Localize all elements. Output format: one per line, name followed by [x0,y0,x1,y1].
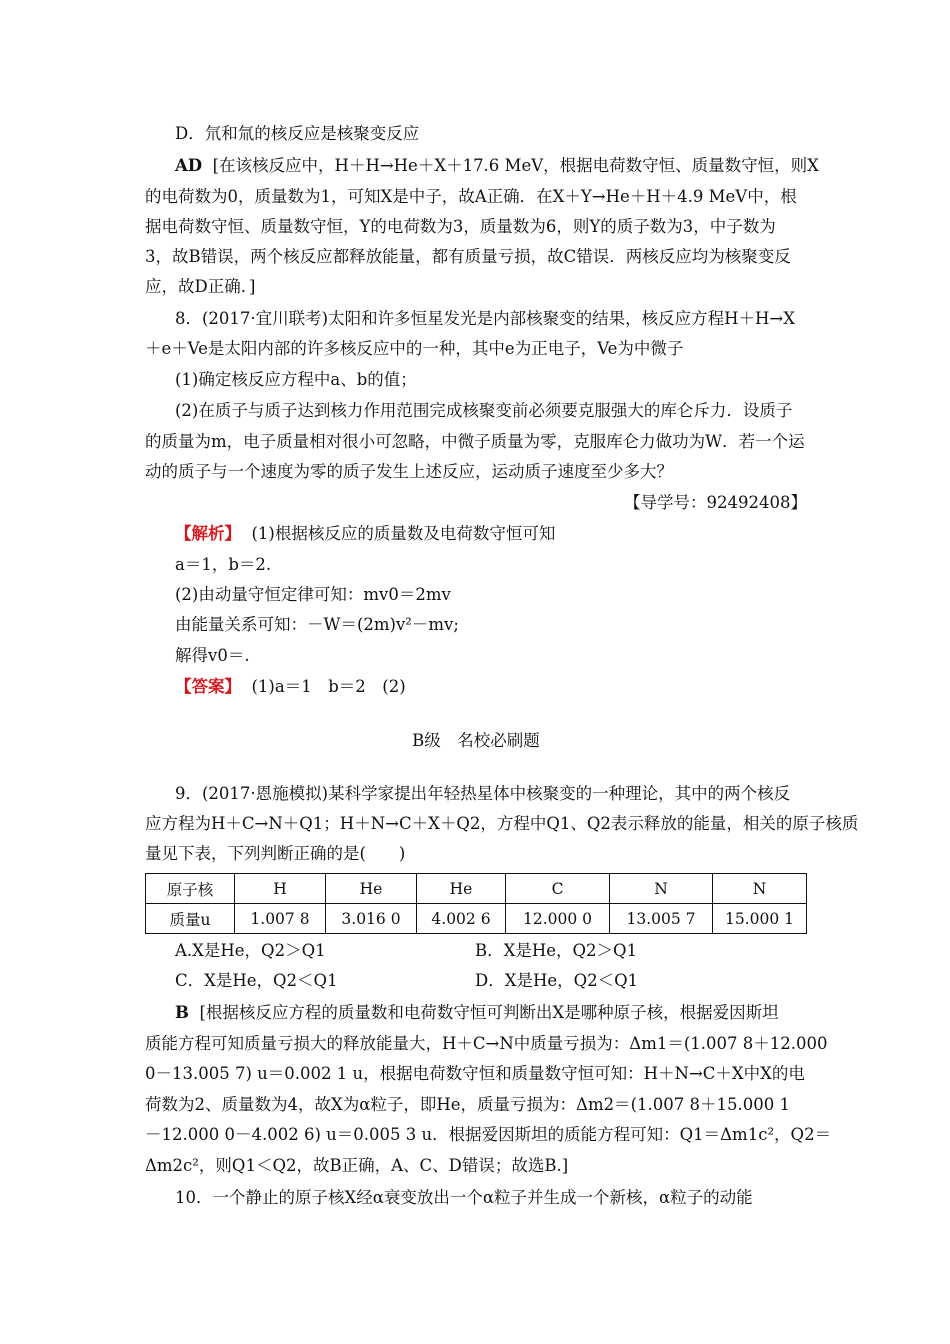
q8-analysis-line-5: 解得v0＝. [175,646,250,665]
table-cell: 4.002 6 [417,904,506,934]
table-row [146,904,807,934]
q9-option-d: D．X是He，Q2＜Q1 [475,971,639,990]
q8-stem-line-2: ＋e＋Ve是太阳内部的许多核反应中的一种，其中e为正电子，Ve为中微子 [145,339,684,358]
q8-analysis-line-4: 由能量关系可知：－W＝(2m)v²－mv; [175,615,459,634]
q8-part-1: (1)确定核反应方程中a、b的值； [175,370,417,389]
q8-answer-line [175,676,807,698]
table-cell: 15.000 1 [713,904,807,934]
q7-answer-key: AD [175,156,203,175]
answer-label: 【答案】 [175,677,241,696]
q9-explanation-line-5: －12.000 0－4.002 6) u＝0.005 3 u．根据爱因斯坦的质能方程可知：Q1＝Δm1c²，Q2＝ [145,1125,832,1144]
q10-stem-line-1: 10．一个静止的原子核X经α衰变放出一个α粒子并生成一个新核，α粒子的动能 [175,1188,753,1207]
q9-explanation-line-6: Δm2c²，则Q1＜Q2，故B正确，A、C、D错误；故选B.] [145,1156,569,1175]
q8-analysis-line-3: (2)由动量守恒定律可知：mv0＝2mv [175,585,451,604]
q8-part-2-line-3: 动的质子与一个速度为零的质子发生上述反应，运动质子速度至少多大？ [145,462,673,481]
q8-answer-text: (1)a＝1 b＝2 (2) [251,677,406,696]
table-cell: 1.007 8 [235,904,326,934]
table-header-cell: N [713,874,807,904]
table-header-cell: H [235,874,326,904]
q7-option-d: D．氘和氚的核反应是核聚变反应 [175,124,420,143]
table-header-cell: N [610,874,713,904]
q9-explanation-line-1 [175,1002,807,1024]
q9-stem-line-3: 量见下表，下列判断正确的是( ) [145,844,406,863]
q8-part-2-line-2: 的质量为m，电子质量相对很小可忽略，中微子质量为零，克服库仑力做功为W．若一个运 [145,432,805,451]
table-cell: 12.000 0 [506,904,610,934]
table-cell: 3.016 0 [326,904,417,934]
q9-option-a: A.X是He，Q2＞Q1 [175,941,326,960]
q9-stem-line-2: 应方程为H＋C→N＋Q1；H＋N→C＋X＋Q2，方程中Q1、Q2表示释放的能量，相关的原子核质 [145,814,859,833]
q7-explanation-line-5: 应，故D正确．] [145,277,256,296]
section-title: B级 名校必刷题 [412,731,540,750]
analysis-label: 【解析】 [175,524,241,543]
q9-option-b: B．X是He，Q2＞Q1 [475,941,638,960]
table-cell: 13.005 7 [610,904,713,934]
q8-analysis-line-2: a＝1，b＝2. [175,555,272,574]
table-header-row [146,874,807,904]
q8-part-2-line-1: (2)在质子与质子达到核力作用范围完成核聚变前必须要克服强大的库仑斥力．设质子 [175,401,793,420]
q7-explanation-line-2: 的电荷数为0，质量数为1，可知X是中子，故A正确．在X＋Y→He＋H＋4.9 MeV中，根 [145,187,797,206]
q8-analysis-text: (1)根据核反应的质量数及电荷数守恒可知 [251,524,556,543]
q9-explanation-line-2: 质能方程可知质量亏损大的释放能量大，H＋C→N中质量亏损为：Δm1＝(1.007 8＋12.000 [145,1034,828,1053]
q9-answer-key: B [175,1003,189,1022]
q9-explanation-line-3: 0－13.005 7) u＝0.002 1 u，根据电荷数守恒和质量数守恒可知：H＋N→C＋X中X的电 [145,1064,805,1083]
table-header-cell: C [506,874,610,904]
q9-stem-line-1: 9．(2017·恩施模拟)某科学家提出年轻热星体中核聚变的一种理论，其中的两个核反 [175,784,791,803]
q7-explanation-line-3: 据电荷数守恒、质量数守恒，Y的电荷数为3，质量数为6，则Y的质子数为3，中子数为 [145,217,776,236]
q8-analysis-line-1 [175,523,807,545]
table-header-cell: He [417,874,506,904]
q7-explanation-line-1 [175,155,819,177]
q7-explanation-line-4: 3，故B错误，两个核反应都释放能量，都有质量亏损，故C错误．两核反应均为核聚变反 [145,247,791,266]
q7-explanation-text: [在该核反应中，H＋H→He＋X＋17.6 MeV，根据电荷数守恒、质量数守恒，则X [212,156,819,175]
table-row-label: 质量u [146,904,235,934]
table-header-cell: He [326,874,417,904]
nuclear-mass-table [145,873,807,934]
q9-option-c: C．X是He，Q2＜Q1 [175,971,338,990]
q9-explanation-line-4: 荷数为2、质量数为4，故X为α粒子，即He，质量亏损为：Δm2＝(1.007 8＋15.000 1 [145,1095,790,1114]
q8-guide-number: 【导学号：92492408】 [624,493,807,512]
q9-explanation-text: [根据核反应方程的质量数和电荷数守恒可判断出X是哪种原子核，根据爱因斯坦 [199,1003,779,1022]
q8-stem-line-1: 8．(2017·宜川联考)太阳和许多恒星发光是内部核聚变的结果，核反应方程H＋H→X [175,309,795,328]
table-header-cell: 原子核 [146,874,235,904]
